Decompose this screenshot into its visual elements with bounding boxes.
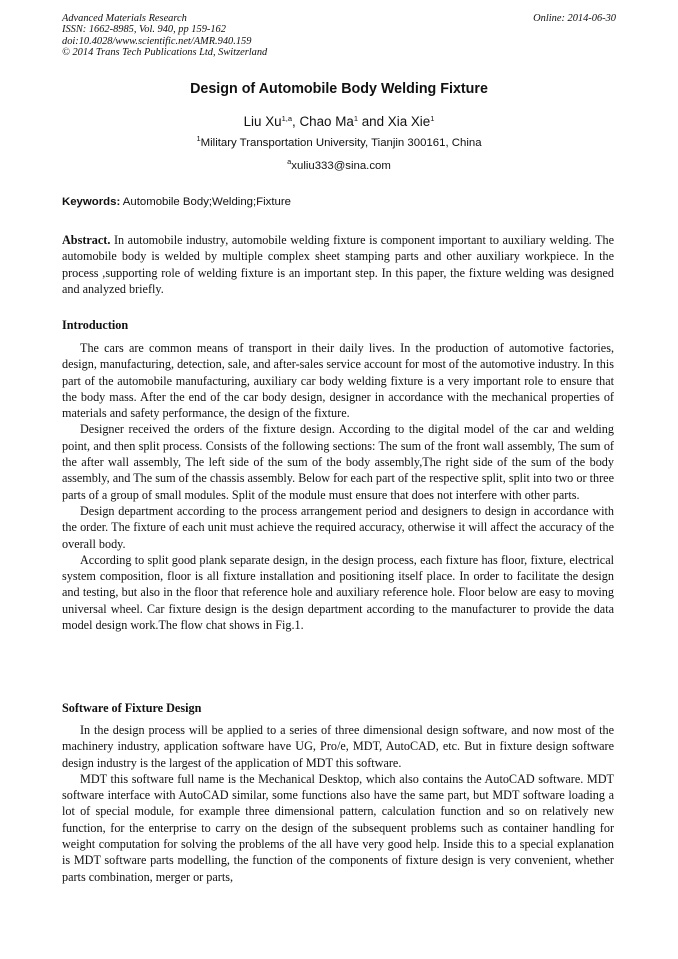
author-list <box>0 113 678 130</box>
author-separator: and <box>357 114 388 129</box>
journal-name: Advanced Materials Research <box>62 13 187 24</box>
author-name: Chao Ma <box>299 114 354 129</box>
affiliation-text: Military Transportation University, Tianjin 300161, China <box>200 137 482 149</box>
online-date: Online: 2014-06-30 <box>533 13 616 24</box>
author-separator: , <box>292 114 300 129</box>
contact-email <box>0 159 678 174</box>
email-marker: a <box>287 157 292 166</box>
author-affil-marker: 1 <box>430 114 435 123</box>
keywords-text: Automobile Body;Welding;Fixture <box>120 196 291 208</box>
email-address[interactable]: xuliu333@sina.com <box>291 160 391 172</box>
paragraph: MDT this software full name is the Mechanical Desktop, which also contains the AutoCAD software. MDT software interface with AutoCAD similar, some functions also have the same part, but MDT software loading a lot of special module, for example three dimensional pattern, calculation function and so on relatively new function, for the enterprise to carry on the design of the subsequent problems such as container handling for weight computation for solving the problems of the all have very good help. Inside this to a special explanation is MDT software parts modelling, the function of the components of fixture design is very convenient, whether parts combination, merger or parts, <box>62 771 614 884</box>
keywords-label: Keywords: <box>62 196 121 208</box>
abstract-text: In automobile industry, automobile welding fixture is component important to auxiliary welding. The automobile body is welded by multiple complex sheet stamping parts and other auxiliary workpiece. In the process ,supporting role of welding fixture is an important step. In this paper, the fixture welding was designed and analyzed briefly. <box>62 233 614 296</box>
affiliation-marker: 1 <box>196 134 201 143</box>
section-heading-introduction: Introduction <box>62 318 129 332</box>
affiliation <box>0 136 678 151</box>
paragraph: Design department according to the process arrangement period and designers to design in accordance with the order. The fixture of each unit must achieve the required accuracy, otherwise it will affect the accuracy of the overall body. <box>62 503 614 551</box>
paragraph: The cars are common means of transport in their daily lives. In the production of automotive factories, design, manufacturing, detection, sale, and after-sales service account for most of the automotive industry. In this part of the automobile manufacturing, auxiliary car body welding fixture is a very important role to ensure that the body mass. After the end of the car body design, designer in accordance with the mechanical properties of materials and safety performance, the design of the fixture. <box>62 341 614 421</box>
paragraph: According to split good plank separate design, in the design process, each fixture has floor, fixture, electrical system composition, floor is all fixture installation and positioning itself place. In order to facilitate the design and testing, but also in the floor that reference hole and auxiliary reference hole. Floor below are easy to moving universal wheel. Car fixture design is the design department according to the manufacturer to provide the data model design work.The flow chat shows in Fig.1. <box>62 552 614 633</box>
journal-header <box>62 13 267 59</box>
author-affil-marker: 1 <box>353 114 358 123</box>
paragraph: Designer received the orders of the fixture design. According to the digital model of the car and welding point, and then split process. Consists of the following sections: The sum of the front wall assembly, The sum of the after wall assembly, The left side of the sum of the body assembly,The right side of the sum of the body assembly, and The sum of the chassis assembly. Below for each part of the respective split, split into two or three parts of a group of small modules. Split of the module must ensure that does not interfere with other parts. <box>62 422 614 502</box>
abstract <box>62 232 614 297</box>
paper-title: Design of Automobile Body Welding Fixture <box>190 81 488 97</box>
abstract-label: Abstract. <box>62 233 111 247</box>
section-heading-software: Software of Fixture Design <box>62 701 202 715</box>
section-introduction <box>62 340 614 633</box>
author-affil-marker: 1,a <box>281 114 293 123</box>
issn-line: ISSN: 1662-8985, Vol. 940, pp 159-162 <box>62 24 226 36</box>
doi-line[interactable]: doi:10.4028/www.scientific.net/AMR.940.159 <box>62 35 252 47</box>
paragraph: In the design process will be applied to a series of three dimensional design software, and now most of the machinery industry, application software have UG, Pro/e, MDT, AutoCAD, etc. But in fixture design software design industry is the largest of the application of MDT this software. <box>62 723 614 770</box>
author-name: Xia Xie <box>387 114 431 129</box>
author-name: Liu Xu <box>243 114 282 129</box>
section-software <box>62 722 614 885</box>
copyright-line: © 2014 Trans Tech Publications Ltd, Switzerland <box>62 47 268 59</box>
keywords <box>62 195 291 210</box>
